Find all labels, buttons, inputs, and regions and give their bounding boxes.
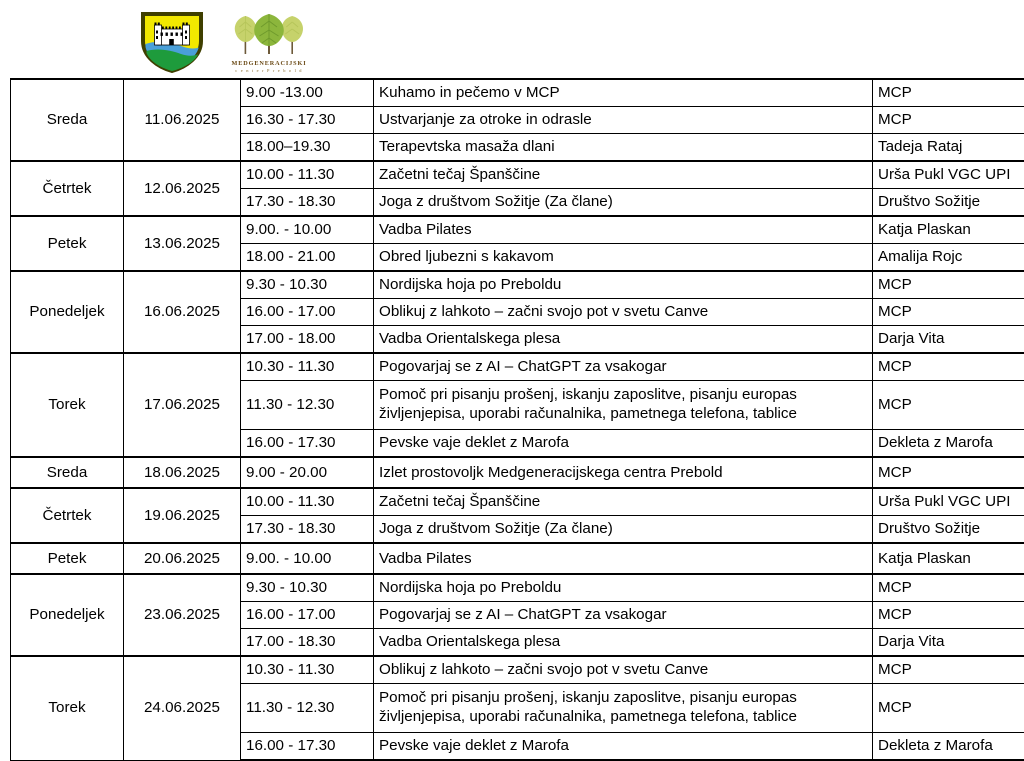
mcp-logo-subtitle: c e n t e r P r e b o l d [235, 68, 302, 73]
cell-day: Četrtek [11, 161, 124, 216]
cell-date: 16.06.2025 [124, 271, 241, 353]
cell-day: Sreda [11, 457, 124, 488]
cell-organizer: MCP [873, 684, 1024, 733]
cell-organizer: Katja Plaskan [873, 543, 1024, 574]
cell-organizer: Amalija Rojc [873, 244, 1024, 272]
cell-time: 10.30 - 11.30 [241, 656, 374, 684]
cell-date: 17.06.2025 [124, 353, 241, 457]
cell-organizer: Urša Pukl VGC UPI [873, 488, 1024, 516]
cell-organizer: Društvo Sožitje [873, 189, 1024, 217]
cell-time: 16.00 - 17.00 [241, 602, 374, 629]
cell-day: Sreda [11, 79, 124, 161]
cell-day: Četrtek [11, 488, 124, 543]
cell-activity: Pogovarjaj se z AI – ChatGPT za vsakogar [374, 353, 873, 381]
cell-time: 9.00 -13.00 [241, 79, 374, 107]
cell-date: 13.06.2025 [124, 216, 241, 271]
cell-activity: Nordijska hoja po Preboldu [374, 271, 873, 299]
cell-activity: Pomoč pri pisanju prošenj, iskanju zaposlitve, pisanju europas življenjepisa, uporabi računalnika, pametnega telefona, tablice [374, 684, 873, 733]
cell-activity: Pogovarjaj se z AI – ChatGPT za vsakogar [374, 602, 873, 629]
cell-time: 16.00 - 17.30 [241, 430, 374, 458]
cell-time: 16.00 - 17.30 [241, 733, 374, 761]
cell-time: 17.00 - 18.30 [241, 629, 374, 657]
cell-activity: Pevske vaje deklet z Marofa [374, 733, 873, 761]
coat-of-arms-logo [140, 11, 204, 73]
cell-date: 23.06.2025 [124, 574, 241, 656]
cell-time: 9.00 - 20.00 [241, 457, 374, 488]
cell-organizer: Dekleta z Marofa [873, 430, 1024, 458]
cell-time: 9.30 - 10.30 [241, 574, 374, 602]
cell-organizer: MCP [873, 271, 1024, 299]
cell-time: 18.00 - 21.00 [241, 244, 374, 272]
cell-organizer: MCP [873, 656, 1024, 684]
cell-activity: Pevske vaje deklet z Marofa [374, 430, 873, 458]
cell-time: 10.00 - 11.30 [241, 488, 374, 516]
table-row [11, 574, 1024, 602]
cell-organizer: Darja Vita [873, 326, 1024, 354]
table-row [11, 216, 1024, 244]
cell-time: 10.00 - 11.30 [241, 161, 374, 189]
table-row [11, 457, 1024, 488]
three-trees-icon [226, 13, 312, 59]
cell-activity: Terapevtska masaža dlani [374, 134, 873, 162]
cell-activity: Kuhamo in pečemo v MCP [374, 79, 873, 107]
cell-activity: Ustvarjanje za otroke in odrasle [374, 107, 873, 134]
cell-organizer: Darja Vita [873, 629, 1024, 657]
cell-activity: Joga z društvom Sožitje (Za člane) [374, 189, 873, 217]
page-header [0, 0, 1024, 78]
cell-organizer: MCP [873, 574, 1024, 602]
cell-date: 20.06.2025 [124, 543, 241, 574]
cell-date: 12.06.2025 [124, 161, 241, 216]
table-row [11, 353, 1024, 381]
cell-activity: Joga z društvom Sožitje (Za člane) [374, 516, 873, 544]
table-row [11, 488, 1024, 516]
cell-time: 18.00–19.30 [241, 134, 374, 162]
cell-activity: Začetni tečaj Španščine [374, 161, 873, 189]
cell-activity: Začetni tečaj Španščine [374, 488, 873, 516]
cell-time: 16.30 - 17.30 [241, 107, 374, 134]
schedule-table [10, 78, 1024, 761]
cell-date: 24.06.2025 [124, 656, 241, 760]
cell-organizer: MCP [873, 602, 1024, 629]
cell-activity: Obred ljubezni s kakavom [374, 244, 873, 272]
cell-organizer: MCP [873, 353, 1024, 381]
cell-time: 17.30 - 18.30 [241, 189, 374, 217]
cell-activity: Vadba Orientalskega plesa [374, 629, 873, 657]
table-row [11, 543, 1024, 574]
cell-day: Petek [11, 543, 124, 574]
cell-time: 17.00 - 18.00 [241, 326, 374, 354]
cell-organizer: MCP [873, 107, 1024, 134]
cell-time: 16.00 - 17.00 [241, 299, 374, 326]
table-row [11, 271, 1024, 299]
cell-day: Torek [11, 656, 124, 760]
cell-activity: Oblikuj z lahkoto – začni svojo pot v svetu Canve [374, 656, 873, 684]
cell-activity: Vadba Pilates [374, 543, 873, 574]
table-row [11, 656, 1024, 684]
schedule-table-container [10, 78, 1014, 761]
cell-time: 17.30 - 18.30 [241, 516, 374, 544]
cell-date: 19.06.2025 [124, 488, 241, 543]
cell-day: Ponedeljek [11, 574, 124, 656]
cell-organizer: Katja Plaskan [873, 216, 1024, 244]
cell-time: 9.30 - 10.30 [241, 271, 374, 299]
cell-time: 10.30 - 11.30 [241, 353, 374, 381]
cell-activity: Vadba Pilates [374, 216, 873, 244]
cell-organizer: MCP [873, 457, 1024, 488]
cell-activity: Nordijska hoja po Preboldu [374, 574, 873, 602]
table-row [11, 161, 1024, 189]
cell-organizer: MCP [873, 79, 1024, 107]
cell-organizer: MCP [873, 299, 1024, 326]
cell-time: 11.30 - 12.30 [241, 381, 374, 430]
cell-day: Torek [11, 353, 124, 457]
cell-time: 11.30 - 12.30 [241, 684, 374, 733]
cell-organizer: Tadeja Rataj [873, 134, 1024, 162]
cell-organizer: Dekleta z Marofa [873, 733, 1024, 761]
mcp-logo-title: MEDGENERACIJSKI [231, 60, 306, 67]
coat-of-arms-icon [140, 11, 204, 73]
cell-activity: Vadba Orientalskega plesa [374, 326, 873, 354]
cell-time: 9.00. - 10.00 [241, 543, 374, 574]
table-row [11, 79, 1024, 107]
cell-organizer: MCP [873, 381, 1024, 430]
cell-day: Ponedeljek [11, 271, 124, 353]
cell-organizer: Društvo Sožitje [873, 516, 1024, 544]
cell-day: Petek [11, 216, 124, 271]
mcp-logo [226, 13, 312, 75]
cell-activity: Oblikuj z lahkoto – začni svojo pot v svetu Canve [374, 299, 873, 326]
cell-organizer: Urša Pukl VGC UPI [873, 161, 1024, 189]
cell-activity: Izlet prostovoljk Medgeneracijskega centra Prebold [374, 457, 873, 488]
cell-time: 9.00. - 10.00 [241, 216, 374, 244]
cell-date: 11.06.2025 [124, 79, 241, 161]
cell-date: 18.06.2025 [124, 457, 241, 488]
cell-activity: Pomoč pri pisanju prošenj, iskanju zaposlitve, pisanju europas življenjepisa, uporabi računalnika, pametnega telefona, tablice [374, 381, 873, 430]
